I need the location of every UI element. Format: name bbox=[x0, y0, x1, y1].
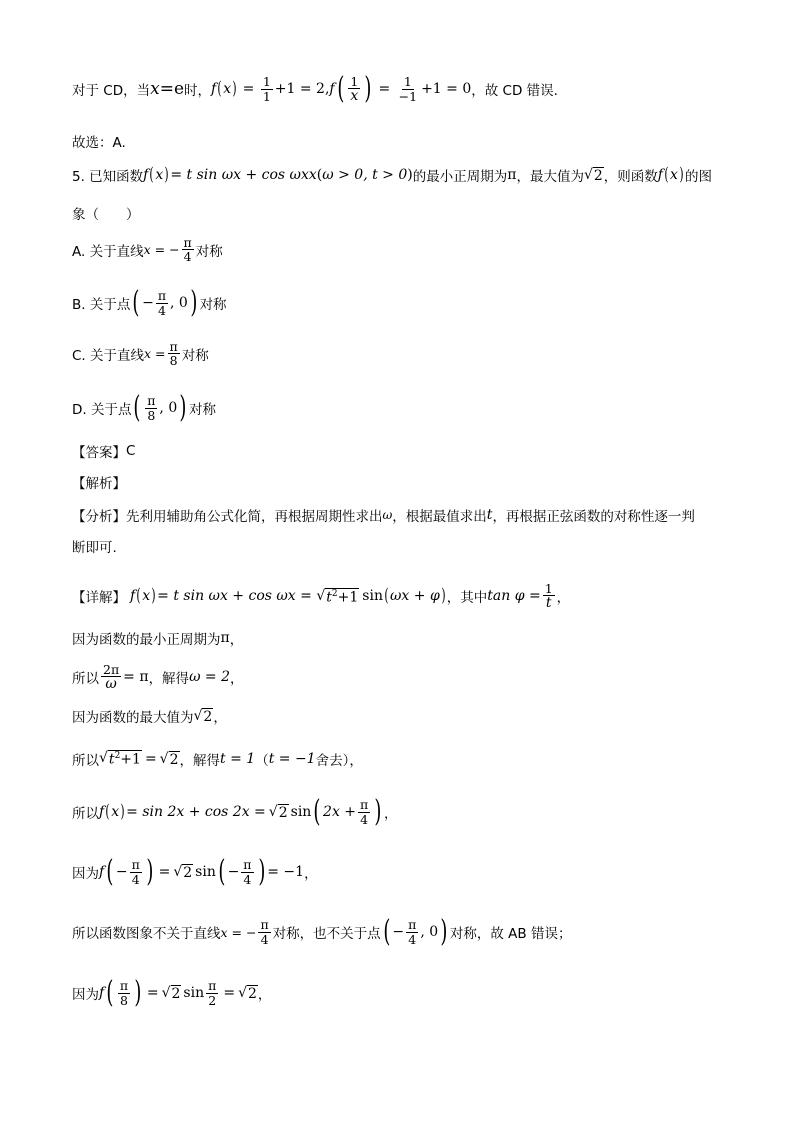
sqrt: √ 2 bbox=[161, 984, 181, 1002]
sqrt: √ $t^2+1$ bbox=[316, 587, 359, 606]
analysis-heading: 【解析】 bbox=[72, 476, 126, 492]
question-5: 5. 已知函数 f ( x ) = t sin ωx + cos ωx x ( ω > 0, t > 0 ) 的最小正周期为 π ，最大值为 √ 2 ，则函数 f ( x ) 的图 bbox=[72, 164, 712, 185]
fraction: $\frac{\pi}{8}$ bbox=[119, 978, 129, 1008]
fraction: $\frac{1}{t}$ bbox=[544, 581, 553, 612]
sqrt: √ $t^2+1$ bbox=[99, 750, 141, 768]
sqrt: √ 2 bbox=[193, 707, 213, 725]
step-f-neg-pi4: 因为 f ( − $\frac{\pi}{4}$ ) = √ 2 sin ( − $\frac{\pi}{4}$ ) = −1 ， bbox=[72, 854, 318, 889]
option-d: D. 关于点 ( $\frac{\pi}{8}$ , 0 ) 对称 bbox=[72, 390, 216, 425]
sqrt: √ 2 bbox=[159, 750, 179, 768]
fraction: $\frac{1}{-1}$ bbox=[398, 74, 418, 104]
option-c: C. 关于直线 x = $\frac{\pi}{8}$ 对称 bbox=[72, 339, 209, 369]
fenxi-cont: 断即可. bbox=[72, 540, 117, 556]
answer-line: 【答案】 C bbox=[72, 443, 136, 461]
sqrt: √ 2 bbox=[173, 863, 193, 881]
fraction: $\frac{\pi}{8}$ bbox=[169, 339, 178, 369]
option-b: B. 关于点 ( − $\frac{\pi}{4}$ , 0 ) 对称 bbox=[72, 285, 227, 320]
sqrt: √ 2 bbox=[268, 803, 288, 821]
fraction: $\frac{\pi}{4}$ bbox=[131, 857, 140, 887]
step-max: 因为函数的最大值为 √ 2 ， bbox=[72, 707, 227, 726]
line-choose-a: 故选：A. bbox=[72, 135, 126, 151]
fraction: $\frac{\pi}{4}$ bbox=[183, 235, 192, 265]
fraction: $\frac{\pi}{4}$ bbox=[360, 797, 369, 827]
step-omega: 所以 $\frac{2\pi}{\omega}$ = π ，解得 ω = 2 ， bbox=[72, 662, 244, 693]
fraction: $\frac{\pi}{8}$ bbox=[147, 393, 156, 423]
sqrt: √ 2 bbox=[583, 166, 603, 184]
line-cd-check: 对于 CD，当 x = e 时， f ( x ) = $\frac{1}{1}$ +1 = 2, f ( $\frac{1}{x}$ ) = $\frac{1}{-1}$ +1 = 0 ，故 CD 错误. bbox=[72, 71, 558, 106]
detail-line: 【详解】 f ( x ) = t sin ωx + cos ωx = √ $t^2+1$ sin ( ωx + φ ) ，其中 tan φ = $\frac{1}{t}$ ， bbox=[72, 581, 571, 612]
step-period: 因为函数的最小正周期为 π ， bbox=[72, 630, 244, 648]
question-5-cont: 象（ ） bbox=[72, 207, 140, 223]
fraction: $\frac{\pi}{4}$ bbox=[260, 917, 269, 947]
fraction: $\frac{\pi}{4}$ bbox=[243, 857, 252, 887]
sqrt: √ 2 bbox=[238, 984, 257, 1002]
fraction: $\frac{\pi}{2}$ bbox=[208, 978, 217, 1008]
step-conclude-ab: 所以函数图象不关于直线 x = − $\frac{\pi}{4}$ 对称，也不关于点 ( − $\frac{\pi}{4}$ , 0 ) 对称，故 AB 错误； bbox=[72, 914, 572, 949]
option-a: A. 关于直线 x = − $\frac{\pi}{4}$ 对称 bbox=[72, 235, 223, 265]
step-fx: 所以 f ( x ) = sin 2x + cos 2x = √ 2 sin ( 2x + $\frac{\pi}{4}$ ) ， bbox=[72, 794, 398, 829]
step-f-pi8: 因为 f ( $\frac{\pi}{8}$ ) = √ 2 sin $\frac{\pi}{2}$ = √ 2 ， bbox=[72, 975, 272, 1010]
fraction: $\frac{1}{x}$ bbox=[350, 73, 359, 104]
fraction: $\frac{2\pi}{\omega}$ bbox=[103, 662, 120, 693]
fraction: $\frac{\pi}{4}$ bbox=[157, 288, 167, 318]
step-t: 所以 √ $t^2+1$ = √ 2 ，解得 t = 1 （ t = −1 舍去）， bbox=[72, 750, 363, 769]
fraction: $\frac{1}{1}$ bbox=[262, 74, 271, 104]
fenxi-line: 【分析】 先利用辅助角公式化简，再根据周期性求出 ω ，根据最值求出 t ，再根据正弦函数的对称性逐一判 bbox=[72, 507, 695, 525]
fraction: $\frac{\pi}{4}$ bbox=[408, 917, 417, 947]
